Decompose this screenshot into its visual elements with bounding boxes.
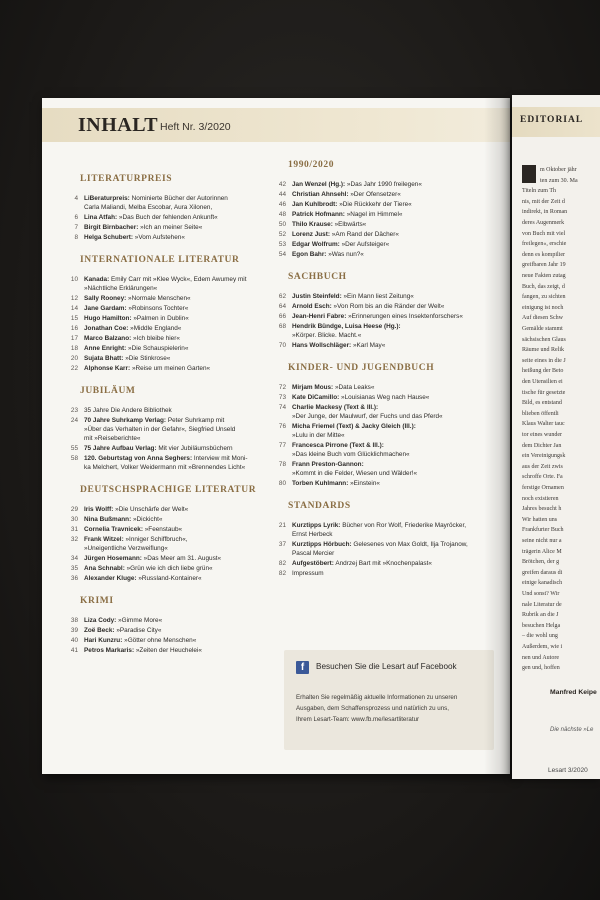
page-number: 53 bbox=[278, 241, 286, 248]
entry-text: Alexander Kluge: »Russland-Kontainer« bbox=[84, 575, 202, 582]
page-number: 73 bbox=[278, 394, 286, 401]
entry-text: Christian Ahnsehl: »Der Ofensetzer« bbox=[292, 191, 401, 198]
page-number: 72 bbox=[278, 384, 286, 391]
editorial-text-line: – die wohl ung bbox=[522, 633, 558, 640]
entry-text-continued: Carla Maliandi, Melba Escobar, Aura Xilonen, bbox=[84, 204, 213, 211]
entry-text-continued: mit »Reiseberichte« bbox=[84, 435, 141, 442]
entry-text-continued: Ernst Herbeck bbox=[292, 531, 333, 538]
editorial-text-line: einigung ist noch bbox=[522, 304, 564, 311]
entry-text: Jürgen Hosemann: »Das Meer am 31. August« bbox=[84, 555, 222, 562]
section-heading: JUBILÄUM bbox=[80, 386, 136, 396]
editorial-text-line: von Buch mit viel bbox=[522, 230, 566, 237]
page-number: 29 bbox=[70, 506, 78, 513]
entry-text: Iris Wolff: »Die Unschärfe der Welt« bbox=[84, 506, 189, 513]
entry-text: Frann Preston-Gannon: bbox=[292, 461, 364, 468]
entry-text-continued: »Lulu in der Mitte« bbox=[292, 432, 345, 439]
page-number: 22 bbox=[70, 365, 78, 372]
section-heading: 1990/2020 bbox=[288, 160, 335, 170]
entry-text: Hendrik Bündge, Luisa Heese (Hg.): bbox=[292, 323, 401, 330]
entry-text: Jan Kuhlbrodt: »Die Rückkehr der Tiere« bbox=[292, 201, 412, 208]
editorial-text-line: dem Dichter Jan bbox=[522, 442, 562, 449]
entry-text-continued: »Kommt in die Felder, Wiesen und Wälder!« bbox=[292, 470, 418, 477]
editorial-text-line: neue Fakten zutag bbox=[522, 273, 566, 279]
entry-text: Frank Witzel: »Inniger Schiffbruch«, bbox=[84, 536, 188, 543]
entry-text-continued: »Uneigentliche Verzweiflung« bbox=[84, 545, 168, 552]
entry-text-continued: »Das kleine Buch vom Glücklichmachen« bbox=[292, 451, 410, 458]
entry-text-continued: »Über das Verhalten in der Gefahr«, Siegfried Unseld bbox=[84, 426, 236, 433]
entry-text: Torben Kuhlmann: »Einstein« bbox=[292, 480, 380, 487]
editorial-text-line: ten zum 30. Ma bbox=[540, 177, 578, 184]
page-number: 80 bbox=[278, 480, 286, 487]
entry-text: 120. Geburtstag von Anna Seghers: Interview mit Moni- bbox=[84, 455, 248, 462]
entry-text: Kate DiCamillo: »Louisianas Weg nach Hause« bbox=[292, 394, 430, 401]
section-heading: KINDER- UND JUGENDBUCH bbox=[288, 363, 435, 373]
editorial-heading: EDITORIAL bbox=[520, 115, 584, 125]
entry-text: 35 Jahre Die Andere Bibliothek bbox=[84, 407, 172, 414]
entry-text: Hari Kunzru: »Götter ohne Menschen« bbox=[84, 637, 197, 644]
page-number: 14 bbox=[70, 305, 78, 312]
entry-text: Patrick Hofmann: »Nagel im Himmel« bbox=[292, 211, 403, 218]
page-number: 70 bbox=[278, 342, 286, 349]
entry-text: Birgit Birnbacher: »Ich an meiner Seite« bbox=[84, 224, 203, 231]
editorial-text-line: den Utensilien ei bbox=[522, 379, 563, 385]
editorial-text-line: Rubrik an die J bbox=[522, 612, 559, 619]
editorial-text-line: ferstige Ornamen bbox=[522, 485, 564, 491]
editorial-text-line: Gemälde stammt bbox=[522, 326, 563, 332]
entry-text-continued: ka Melchert, Volker Weidermann mit »Brennendes Licht« bbox=[84, 464, 246, 471]
issue-number: Heft Nr. 3/2020 bbox=[160, 121, 231, 133]
editorial-text-line: Räume und Relik bbox=[522, 347, 564, 354]
entry-text-continued: »Der Junge, der Maulwurf, der Fuchs und das Pferd« bbox=[292, 413, 443, 420]
page-number: 50 bbox=[278, 221, 286, 228]
editorial-text-line: Titeln zum Th bbox=[522, 188, 557, 195]
page-number: 42 bbox=[278, 181, 286, 188]
entry-text: LiBeraturpreis: Nominierte Bücher der Autorinnen bbox=[84, 195, 228, 202]
page-number: 37 bbox=[278, 541, 286, 548]
page-number: 7 bbox=[74, 224, 78, 231]
entry-text-continued: »Nächtliche Erklärungen« bbox=[84, 285, 158, 292]
editorial-text-line: seine nicht nur a bbox=[522, 538, 562, 544]
entry-text: Aufgestöbert: Andrzej Bart mit »Knochenpalast« bbox=[292, 560, 432, 567]
entry-text-continued: »Körper. Blicke. Macht.« bbox=[292, 332, 362, 339]
editorial-text-line: besuchen Helga bbox=[522, 622, 561, 629]
page-number: 4 bbox=[74, 195, 78, 202]
editorial-text-line: Frankfurter Buch bbox=[522, 527, 564, 534]
facebook-text-line: Ausgaben, dem Schaffensprozess und natürlich zu uns, bbox=[296, 705, 449, 712]
entry-text: Zoë Beck: »Paradise City« bbox=[84, 627, 162, 634]
page-number: 76 bbox=[278, 423, 286, 430]
page-number: 48 bbox=[278, 211, 286, 218]
page-number: 24 bbox=[70, 417, 78, 424]
page-number: 74 bbox=[278, 404, 286, 411]
editorial-text-line: noch existieren bbox=[522, 495, 559, 502]
editorial-text-line: einige kanadisch bbox=[522, 580, 563, 587]
page-number: 64 bbox=[278, 303, 286, 310]
editorial-signature: Manfred Keipe bbox=[550, 689, 597, 696]
page-footer: Lesart 3/2020 bbox=[548, 767, 588, 774]
page-number: 30 bbox=[70, 516, 78, 523]
page-number: 82 bbox=[278, 560, 286, 567]
editorial-text-line: nen und Autore bbox=[522, 654, 559, 661]
editorial-text-line: freilegen«, erschie bbox=[522, 241, 567, 248]
entry-text: Marco Balzano: »Ich bleibe hier« bbox=[84, 335, 180, 342]
drop-cap-mark bbox=[522, 165, 536, 183]
entry-text: Jonathan Coe: »Middle England« bbox=[84, 325, 182, 332]
entry-text: Jane Gardam: »Robinsons Tochter« bbox=[84, 305, 189, 312]
entry-text: Micha Friemel (Text) & Jacky Gleich (Ill.): bbox=[292, 423, 416, 430]
entry-text: Hans Wollschläger: »Karl May« bbox=[292, 342, 386, 349]
entry-text: Edgar Wolfrum: »Der Aufsteiger« bbox=[292, 241, 390, 248]
page-number: 58 bbox=[70, 455, 78, 462]
entry-text: Cornelia Travnicek: »Feenstaub« bbox=[84, 526, 183, 533]
page-number: 82 bbox=[278, 570, 286, 577]
page-number: 23 bbox=[70, 407, 78, 414]
editorial-text-line: indirekt, in Roman bbox=[522, 209, 568, 216]
page-number: 31 bbox=[70, 526, 78, 533]
entry-text: 70 Jahre Suhrkamp Verlag: Peter Suhrkamp mit bbox=[84, 417, 225, 424]
editorial-text-line: gen und, hoffen bbox=[522, 665, 560, 672]
page-number: 12 bbox=[70, 295, 78, 302]
editorial-text-line: nale Literatur de bbox=[522, 601, 562, 608]
page-number: 15 bbox=[70, 315, 78, 322]
entry-text: Alphonse Karr: »Reise um meinen Garten« bbox=[84, 365, 211, 372]
editorial-text-line: Auf diesen Schw bbox=[522, 315, 563, 322]
page-number: 10 bbox=[70, 276, 78, 283]
editorial-page bbox=[512, 95, 600, 779]
page-number: 16 bbox=[70, 325, 78, 332]
page-number: 55 bbox=[70, 445, 78, 452]
page-number: 41 bbox=[70, 647, 78, 654]
page-number: 8 bbox=[74, 234, 78, 241]
page-number: 32 bbox=[70, 536, 78, 543]
entry-text: Arnold Esch: »Von Rom bis an die Ränder der Welt« bbox=[292, 303, 445, 310]
entry-text: Kurztipps Hörbuch: Gelesenes von Max Goldt, Ilja Trojanow, bbox=[292, 541, 468, 548]
facebook-text-line: Ihrem Lesart-Team: www.fb.me/lesartliteratur bbox=[296, 716, 420, 723]
section-heading: INTERNATIONALE LITERATUR bbox=[80, 255, 240, 265]
editorial-text-line: schroffe Orte. Fa bbox=[522, 474, 563, 481]
editorial-note: Die nächste »Le bbox=[550, 727, 594, 733]
entry-text: Justin Steinfeld: »Ein Mann liest Zeitung« bbox=[292, 293, 414, 300]
entry-text: Lina Atfah: »Das Buch der fehlenden Ankunft« bbox=[84, 214, 218, 221]
entry-text: Anne Enright: »Die Schauspielerin« bbox=[84, 345, 189, 352]
page-number: 35 bbox=[70, 565, 78, 572]
editorial-text-line: Brötchen, der g bbox=[522, 559, 560, 566]
page-number: 40 bbox=[70, 637, 78, 644]
page-title: INHALT bbox=[78, 114, 159, 136]
page-number: 36 bbox=[70, 575, 78, 582]
section-heading: KRIMI bbox=[80, 596, 114, 606]
editorial-text-line: fangen, zu sichten bbox=[522, 294, 566, 301]
editorial-text-line: greifbaren Jahr 19 bbox=[522, 262, 566, 269]
editorial-text-line: trägerin Alice M bbox=[522, 548, 562, 555]
entry-text: Petros Markaris: »Zeiten der Heuchelei« bbox=[84, 647, 202, 654]
entry-text: Egon Bahr: »Was nun?« bbox=[292, 251, 364, 258]
facebook-box bbox=[284, 650, 494, 750]
facebook-title: Besuchen Sie die Lesart auf Facebook bbox=[316, 662, 457, 671]
entry-text: Jean-Henri Fabre: »Erinnerungen eines Insektenforschers« bbox=[292, 313, 463, 320]
section-heading: LITERATURPREIS bbox=[80, 174, 173, 184]
entry-text: Charlie Mackesy (Text & Ill.): bbox=[292, 404, 379, 411]
page-number: 68 bbox=[278, 323, 286, 330]
page-number: 38 bbox=[70, 617, 78, 624]
page-number: 52 bbox=[278, 231, 286, 238]
entry-text: Ana Schnabl: »Grün wie ich dich liebe grün« bbox=[84, 565, 213, 572]
entry-text: Helga Schubert: »Vom Aufstehen« bbox=[84, 234, 185, 241]
editorial-text-line: greifen daraus di bbox=[522, 569, 563, 576]
facebook-icon: f bbox=[296, 661, 309, 674]
page-number: 18 bbox=[70, 345, 78, 352]
facebook-text-line: Erhalten Sie regelmäßig aktuelle Informationen zu unseren bbox=[296, 694, 458, 701]
editorial-text-line: Buch, das zeigt, d bbox=[522, 283, 565, 290]
editorial-text-line: nis, mit der Zeit d bbox=[522, 198, 565, 205]
entry-text-continued: Pascal Mercier bbox=[292, 550, 335, 557]
entry-text: Kurztipps Lyrik: Bücher von Ror Wolf, Friederike Mayröcker, bbox=[292, 522, 467, 529]
entry-text: Jan Wenzel (Hg.): »Das Jahr 1990 freilegen« bbox=[292, 181, 422, 188]
entry-text: Mirjam Mous: »Data Leaks« bbox=[292, 384, 375, 391]
editorial-text-line: tor eines wunder bbox=[522, 432, 562, 438]
editorial-text-line: heißung der Beto bbox=[522, 368, 564, 375]
entry-text: Sally Rooney: »Normale Menschen« bbox=[84, 295, 191, 302]
editorial-text-line: ein Vereinigungsk bbox=[522, 453, 566, 460]
page-number: 46 bbox=[278, 201, 286, 208]
page-number: 77 bbox=[278, 442, 286, 449]
page-number: 78 bbox=[278, 461, 286, 468]
section-heading: DEUTSCHSPRACHIGE LITERATUR bbox=[80, 485, 257, 495]
page-number: 44 bbox=[278, 191, 286, 198]
editorial-text-line: Außerdem, wie i bbox=[522, 644, 563, 650]
editorial-text-line: Jahres besucht h bbox=[522, 506, 562, 513]
page-gutter-shadow bbox=[484, 98, 510, 774]
editorial-text-line: sächsischen Glaus bbox=[522, 336, 566, 343]
editorial-text-line: Und sonst? Wir bbox=[522, 591, 560, 597]
entry-text: Francesca Pirrone (Text & Ill.): bbox=[292, 442, 384, 449]
page-number: 54 bbox=[278, 251, 286, 258]
editorial-text-line: denn es kompilier bbox=[522, 251, 565, 258]
entry-text: Nina Bußmann: »Dickicht« bbox=[84, 516, 163, 523]
editorial-text-line: deres Augenmerk bbox=[522, 220, 565, 226]
page-number: 34 bbox=[70, 555, 78, 562]
editorial-text-line: Bild, es entstand bbox=[522, 400, 562, 407]
section-heading: SACHBUCH bbox=[288, 272, 347, 282]
contents-page bbox=[42, 98, 510, 774]
page-number: 39 bbox=[70, 627, 78, 634]
editorial-text-line: seite eines in die J bbox=[522, 357, 566, 364]
editorial-text-line: m Oktober jähr bbox=[540, 167, 577, 173]
page-number: 20 bbox=[70, 355, 78, 362]
entry-text: Thilo Krause: »Elbwärts« bbox=[292, 221, 367, 228]
editorial-text-line: tische für gesetzte bbox=[522, 389, 566, 396]
section-heading: STANDARDS bbox=[288, 501, 351, 511]
entry-text: Sujata Bhatt: »Die Stinkrose« bbox=[84, 355, 171, 362]
page-number: 21 bbox=[278, 522, 286, 529]
editorial-text-line: Wir hatten uns bbox=[522, 516, 558, 523]
entry-text: Kanada: Emily Carr mit »Klee Wyck«, Edem Awumey mit bbox=[84, 276, 247, 283]
page-number: 62 bbox=[278, 293, 286, 300]
editorial-text-line: Klaus Walter tauc bbox=[522, 421, 565, 428]
page-number: 17 bbox=[70, 335, 78, 342]
entry-text: Impressum bbox=[292, 570, 324, 577]
editorial-text-line: aus der Zeit zwis bbox=[522, 463, 563, 470]
entry-text: Lorenz Just: »Am Rand der Dächer« bbox=[292, 231, 399, 238]
page-number: 6 bbox=[74, 214, 78, 221]
entry-text: Hugo Hamilton: »Palmen in Dublin« bbox=[84, 315, 189, 322]
page-number: 66 bbox=[278, 313, 286, 320]
entry-text: 75 Jahre Aufbau Verlag: Mit vier Jubiläumsbüchern bbox=[84, 445, 233, 452]
entry-text: Liza Cody: »Gimme More« bbox=[84, 617, 163, 624]
editorial-text-line: blieben öffentli bbox=[522, 410, 559, 417]
